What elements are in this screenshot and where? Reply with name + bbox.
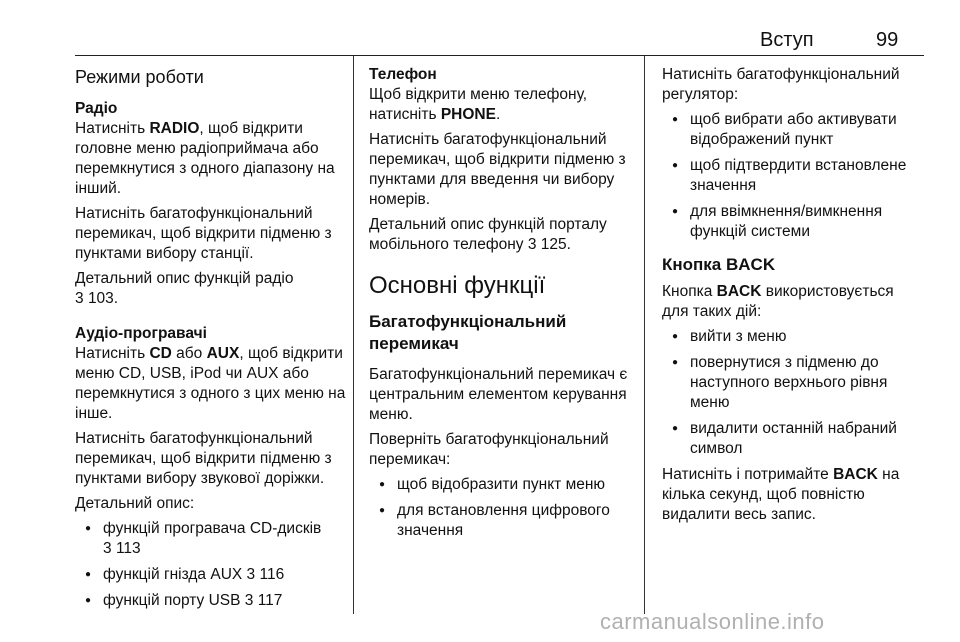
list-item: ● щоб вибрати або активувати відображений пункт [662,110,924,150]
audio-title: Аудіо-програвачі [75,325,207,342]
column-3 [662,65,924,530]
list-item: ● для ввімкнення/вимкнення функцій системи [662,202,924,242]
radio-paragraph-3: Детальний опис функцій радіо 3 103. [75,270,294,307]
back-button-heading: Кнопка BACK [662,255,776,274]
page-ref-icon: 3 [75,290,84,307]
list-item: ● щоб відобразити пункт меню [369,475,637,495]
watermark: carmanualsonline.info [600,609,825,634]
list-item: ● для встановлення цифрового значення [369,501,637,541]
section-heading-modes: Режими роботи [75,67,204,87]
list-item: ● вийти з меню [662,327,924,347]
radio-paragraph-1: Натисніть RADIO, щоб відкрити головне меню радіоприймача або перемкнутися з одного діапазону на інший. [75,120,335,197]
phone-paragraph-1: Щоб відкрити меню телефону, натисніть PHONE. [369,86,588,123]
page-header-title: Вступ [760,29,814,51]
column-divider-1 [353,56,354,614]
list-item: ● функцій гнізда AUX 3 116 [75,565,347,585]
page-ref-icon: 3 [244,592,254,609]
page-ref-icon: 3 [246,566,256,583]
list-item: ● функцій програвача CD-дисків 3 113 [75,519,347,559]
basic-paragraph-2: Поверніть багатофункціональний перемикач: [369,431,609,468]
column-2 [369,65,637,547]
radio-title: Радіо [75,100,118,117]
radio-paragraph-2: Натисніть багатофункціональний перемикач, щоб відкрити підменю з пунктами вибору станції. [75,205,332,262]
knob-bullet-list [662,110,924,242]
back-paragraph-1: Кнопка BACK використовується для таких дій: [662,283,894,320]
header-rule [75,55,924,56]
basic-bullet-list [369,475,637,541]
page-ref-icon: 3 [527,236,537,253]
page-ref-icon: 3 [103,540,112,557]
phone-paragraph-3: Детальний опис функцій порталу мобільного телефону 3 125. [369,216,607,253]
back-bullet-list [662,327,924,459]
knob-paragraph: Натисніть багатофункціональний регулятор: [662,66,900,103]
list-item: ● функцій порту USB 3 117 [75,591,347,611]
audio-bullet-list [75,519,347,611]
column-divider-2 [644,56,645,614]
basic-paragraph-1: Багатофункціональний перемикач є центральним елементом керування меню. [369,366,628,423]
audio-paragraph-1: Натисніть CD або AUX, щоб відкрити меню CD, USB, iPod чи AUX або перемкнутися з одного з цих меню на інше. [75,345,346,422]
phone-title: Телефон [369,66,437,83]
column-1 [75,65,347,617]
audio-paragraph-3: Детальний опис: [75,495,195,512]
list-item: ● щоб підтвердити встановлене значення [662,156,924,196]
list-item: ● повернутися з підменю до наступного верхнього рівня меню [662,353,924,413]
multifunction-knob-heading: Багатофункціональний перемикач [369,312,567,353]
section-heading-basic-functions: Основні функції [369,272,546,299]
list-item: ● видалити останній набраний символ [662,419,924,459]
audio-paragraph-2: Натисніть багатофункціональний перемикач, щоб відкрити підменю з пунктами вибору звукової доріжки. [75,430,332,487]
phone-paragraph-2: Натисніть багатофункціональний перемикач, щоб відкрити підменю з пунктами для введення чи вибору номерів. [369,131,626,208]
page-number: 99 [876,29,899,51]
back-paragraph-2: Натисніть і потримайте BACK на кілька секунд, щоб повністю видалити весь запис. [662,466,900,523]
